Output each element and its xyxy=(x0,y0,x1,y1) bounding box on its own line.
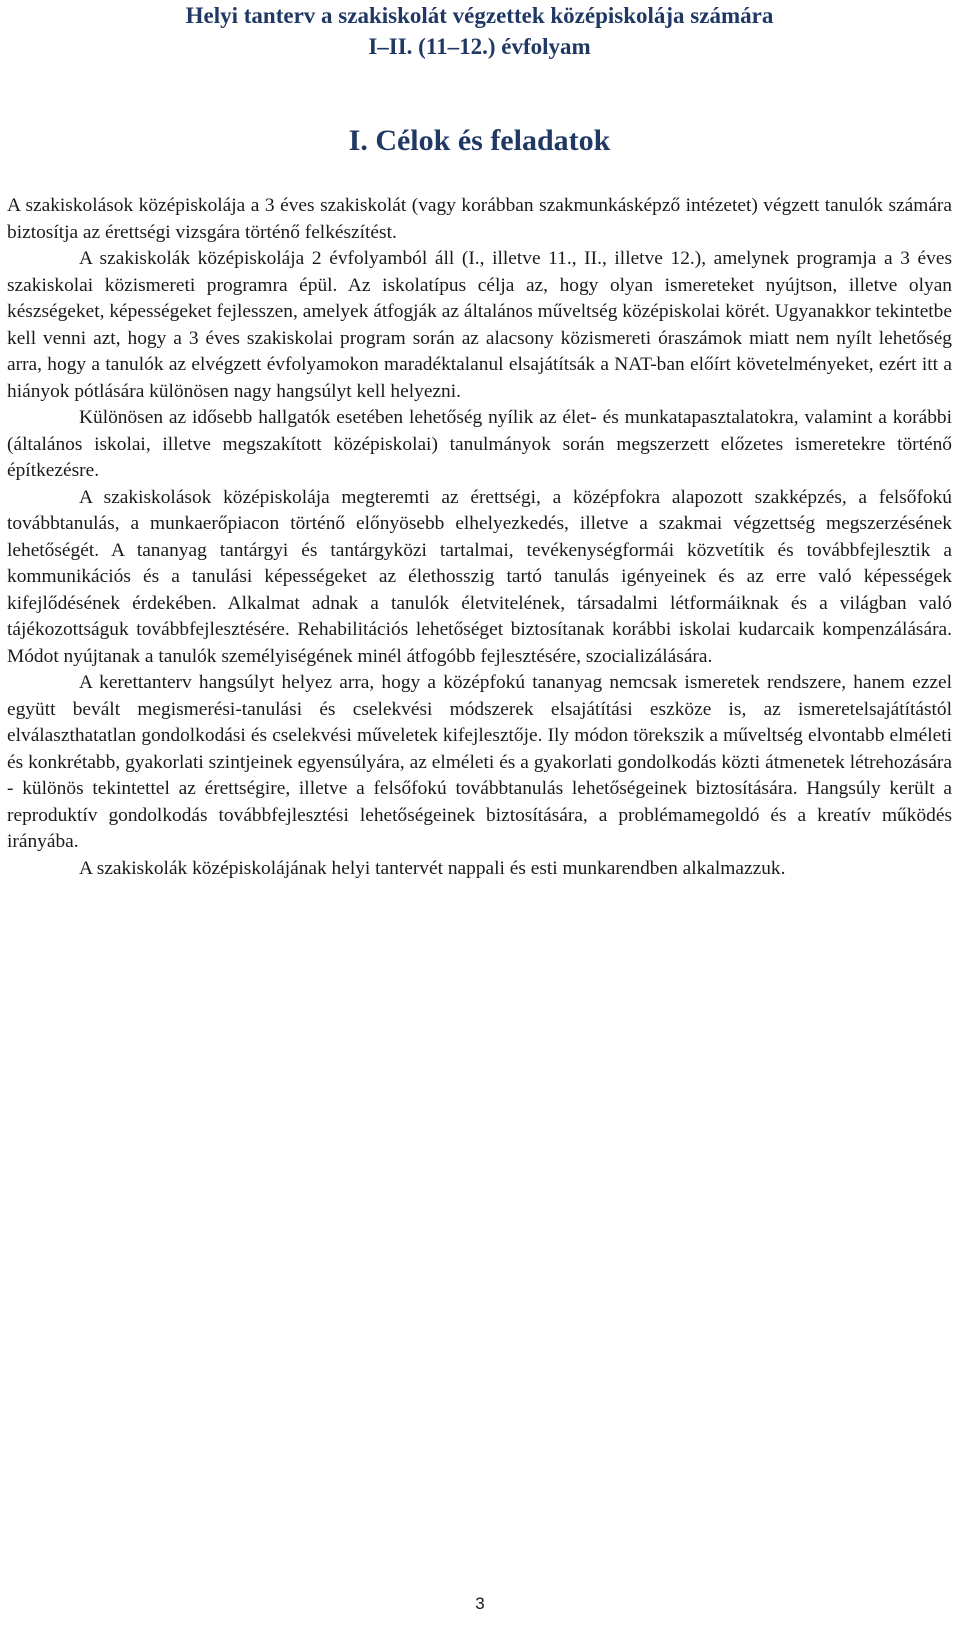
header-title-line: Helyi tanterv a szakiskolát végzettek középiskolája számára xyxy=(185,3,774,28)
document-header xyxy=(7,0,952,62)
paragraph: A szakiskolások középiskolája a 3 éves szakiskolát (vagy korábban szakmunkásképző intézetet) végzett tanulók számára biztosítja az érettségi vizsgára történő felkészítést. xyxy=(7,195,952,243)
paragraph: A szakiskolák középiskolája 2 évfolyamból áll (I., illetve 11., II., illetve 12.), amelynek programja a 3 éves szakiskolai közismereti programra épül. Az iskolatípus célja az, hogy olyan ismereteket nyújtson, illetve olyan készségeket, képességeket fejlesszen, amelyek átfogják az általános műveltség középiskolai körét. Ugyanakkor tekintetbe kell venni azt, hogy a 3 éves szakiskolai program során az alacsony közismereti óraszámok miatt nem nyílt lehetőség arra, hogy a tanulók az elvégzett évfolyamokon maradéktalanul elsajátítsák a NAT-ban előírt követelményeket, ezért itt a hiányok pótlására különösen nagy hangsúlyt kell helyezni. xyxy=(7,248,952,402)
section-title: I. Célok és feladatok xyxy=(348,124,611,157)
paragraph: Különösen az idősebb hallgatók esetében lehetőség nyílik az élet- és munkatapasztalatokra, valamint a korábbi (általános iskolai, illetve megszakított középiskolai) tanulmányok során megszerzett előzetes ismeretekre történő építkezésre. xyxy=(7,407,952,481)
paragraph: A kerettanterv hangsúlyt helyez arra, hogy a középfokú tananyag nemcsak ismeretek rendszere, hanem ezzel együtt bevált megismerési-tanulási és cselekvési módszerek elsajátítási eszköze is, az ismeretelsajátítástól elválaszthatatlan gondolkodási és cselekvési műveletek kifejlesztője. Ily módon törekszik a műveltség elvontabb elméleti és konkrétabb, gyakorlati szintjeinek egyensúlyára, az elméleti és a gyakorlati gondolkodás közti átmenetek létrehozására - különös tekintettel az érettségire, illetve a felsőfokú továbbtanulás lehetőségeinek biztosítására. Hangsúly került a reproduktív gondolkodás továbbfejlesztési lehetőségeinek biztosítására, a problémamegoldó és a kreatív működés irányába. xyxy=(7,672,952,852)
paragraph: A szakiskolások középiskolája megteremti az érettségi, a középfokra alapozott szakképzés, a felsőfokú továbbtanulás, a munkaerőpiacon történő előnyösebb elhelyezkedés, illetve a szakmai végzettség megszerzésének lehetőségét. A tananyag tantárgyi és tantárgyközi tartalmai, tevékenységformái közvetítik és továbbfejlesztik a kommunikációs és a tanulási képességeket az élethosszig tartó tanulás igényeinek és az erre való képességek kifejlődésének érdekében. Alkalmat adnak a tanulók életvitelének, társadalmi létformáiknak és a világban való tájékozottságuk továbbfejlesztésére. Rehabilitációs lehetőséget biztosítanak korábbi iskolai kudarcaik kompenzálására. Módot nyújtanak a tanulók személyiségének minél átfogóbb fejlesztésére, szocializálására. xyxy=(7,486,952,667)
paragraph: A szakiskolák középiskolájának helyi tantervét nappali és esti munkarendben alkalmazzuk. xyxy=(79,857,786,879)
header-grade-line: I–II. (11–12.) évfolyam xyxy=(368,34,591,59)
document-page xyxy=(7,0,952,882)
page-number: 3 xyxy=(475,1594,485,1613)
body-text xyxy=(7,193,952,882)
